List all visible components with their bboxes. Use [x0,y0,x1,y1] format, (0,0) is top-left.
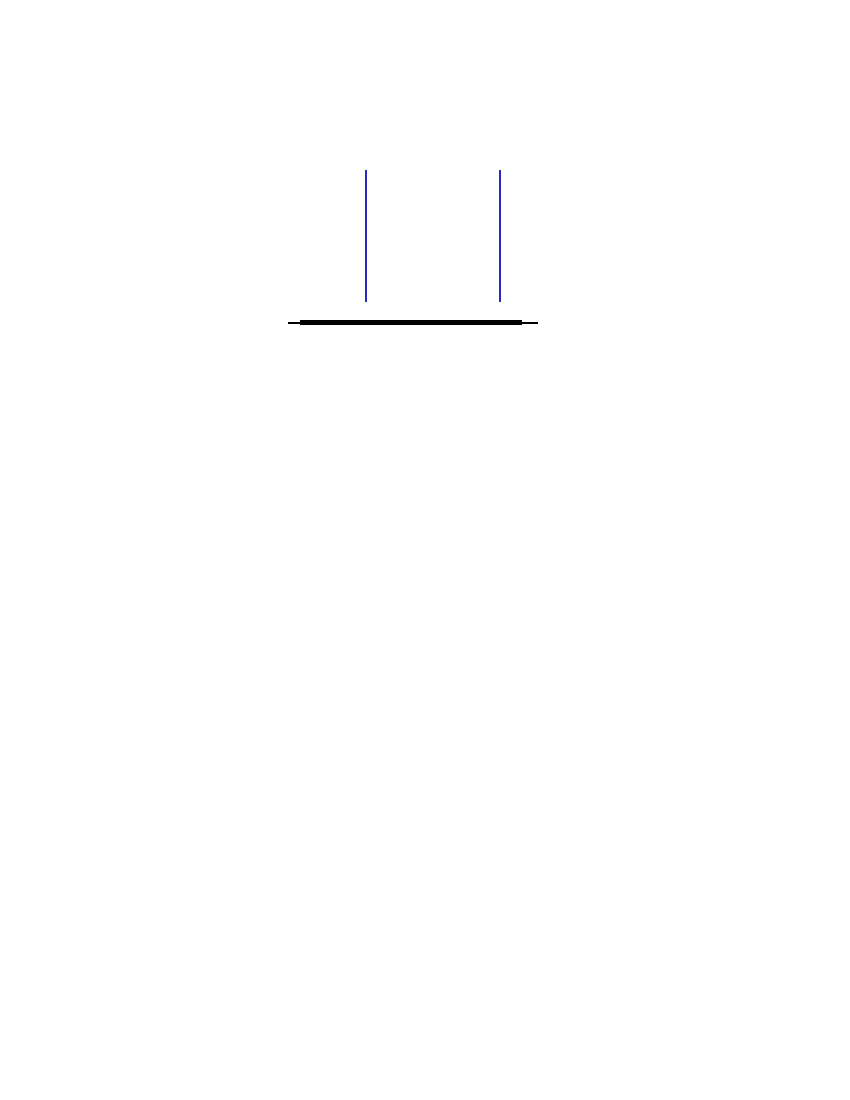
particle-motion-right-canvas [408,510,532,634]
error-surface-canvas [286,666,535,914]
time-axis-bar [300,320,522,325]
particle-motion-left-canvas [288,510,412,634]
fast-slow-overlay-right-canvas [408,376,532,496]
window-end-marker [499,170,501,302]
window-start-marker [365,170,367,302]
seismogram-traces-canvas [280,158,545,308]
fast-slow-overlay-left-canvas [288,376,412,496]
